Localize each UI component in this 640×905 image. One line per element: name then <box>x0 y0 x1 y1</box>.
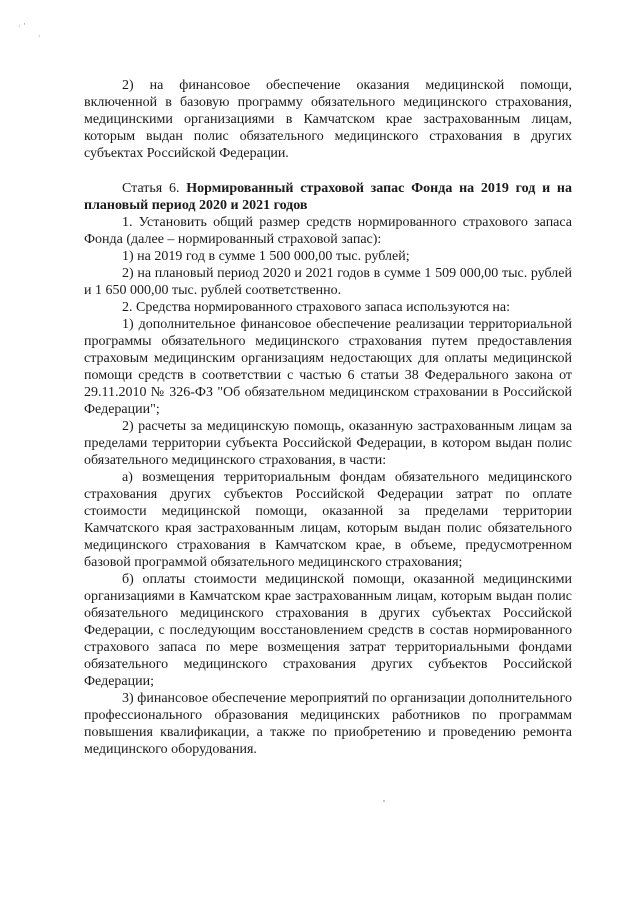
text-block-top <box>84 77 572 162</box>
paragraph: 2. Средства нормированного страхового запаса используются на: <box>122 300 511 315</box>
paragraph: 1) дополнительное финансовое обеспечение реализации территориальной программы обязательного медицинского страхования путем предоставления страховым медицинским организациям недостающих для оплаты медицинской помощи средств в соответствии с частью 6 статьи 38 Федерального закона от 29.11.2010 № 326-ФЗ "Об обязательном медицинском страховании в Российской Федерации"; <box>84 317 572 417</box>
paragraph: 2) расчеты за медицинскую помощь, оказанную застрахованным лицам за пределами территории субъекта Российской Федерации, в котором выдан полис обязательного медицинского страхования, в части: <box>84 419 572 468</box>
article-section <box>84 180 572 758</box>
paragraph: 2) на финансовое обеспечение оказания медицинской помощи, включенной в базовую программу обязательного медицинского страхования, медицинскими организациями в Камчатском крае застрахованным лицам, которым выдан полис обязательного медицинского страхования в других субъектах Российской Федерации. <box>84 78 572 161</box>
scan-artifact-dot <box>383 800 385 802</box>
paragraph: 1) на 2019 год в сумме 1 500 000,00 тыс. рублей; <box>122 249 410 264</box>
paragraph: 2) на плановый период 2020 и 2021 годов в сумме 1 509 000,00 тыс. рублей и 1 650 000,00 тыс. рублей соответственно. <box>84 266 572 298</box>
scan-artifact-mark: · ʼ <box>18 22 26 31</box>
article-number: Статья 6. <box>122 181 180 196</box>
article-heading <box>84 180 572 214</box>
article-title: Нормированный страховой запас Фонда на 2019 год и на плановый период 2020 и 2021 годов <box>84 181 572 213</box>
paragraph: 3) финансовое обеспечение мероприятий по организации дополнительного профессионального образования медицинских работников по программам повышения квалификации, а также по приобретению и проведению ремонта медицинского оборудования. <box>84 691 572 757</box>
paragraph: а) возмещения территориальным фондам обязательного медицинского страхования других субъектов Российской Федерации затрат по оплате стоимости медицинской помощи, оказанной за пределами территории Камчатского края застрахованным лицам, которым выдан полис обязательного медицинского страхования в Камчатском крае, в объеме, предусмотренном базовой программой обязательного медицинского страхования; <box>84 470 572 570</box>
paragraph: б) оплаты стоимости медицинской помощи, оказанной медицинскими организациями в Камчатском крае застрахованным лицам, которым выдан полис обязательного медицинского страхования в других субъектах Российской Федерации, с последующим восстановлением средств в состав нормированного страхового запаса по мере возмещения затрат территориальными фондами обязательного медицинского страхования других субъектов Российской Федерации; <box>84 572 572 689</box>
paragraph: 1. Установить общий размер средств нормированного страхового запаса Фонда (далее – нормированный страховой запас): <box>84 215 572 247</box>
scan-artifact-mark: ˈ <box>38 34 41 43</box>
